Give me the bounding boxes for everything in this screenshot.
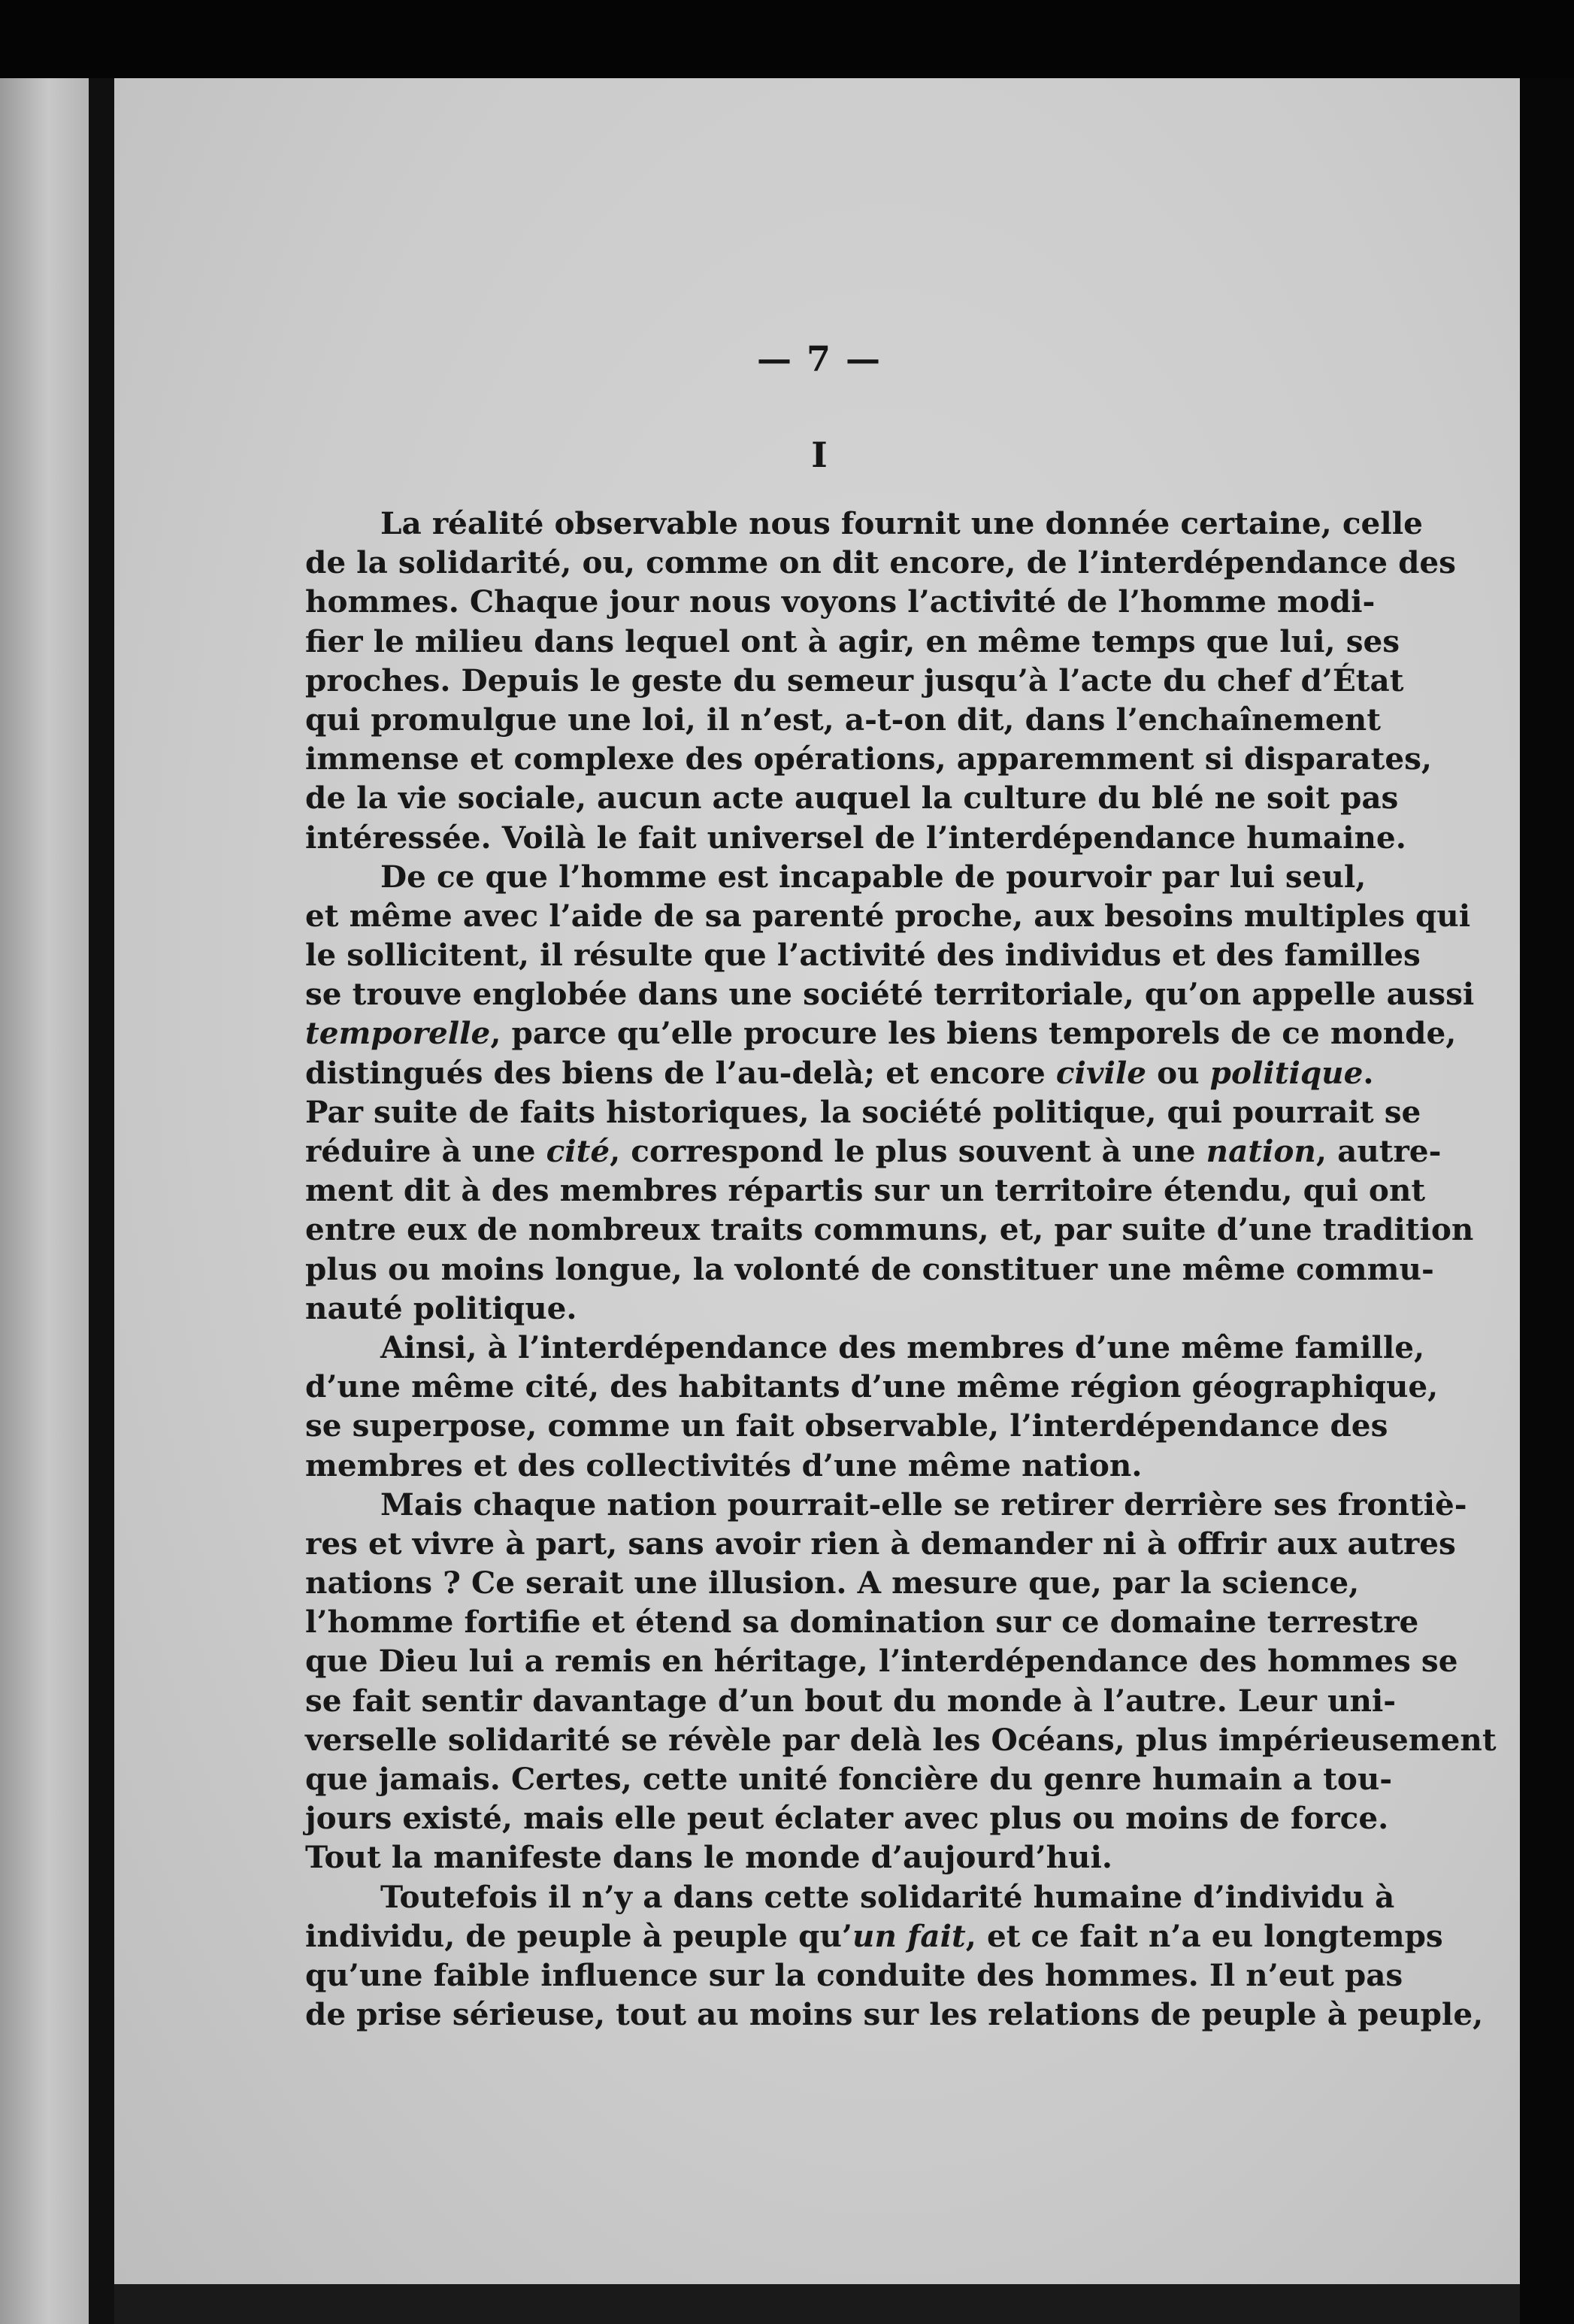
- text-line: res et vivre à part, sans avoir rien à demander ni à offrir aux autres: [305, 1525, 1456, 1562]
- text-line: verselle solidarité se révèle par delà les Océans, plus impérieusement: [305, 1721, 1497, 1758]
- page-number: — 7 —: [756, 338, 882, 379]
- scan-top-border: [0, 0, 1574, 78]
- italic-term: cité: [546, 1133, 610, 1169]
- text-line: que Dieu lui a remis en héritage, l’interdépendance des hommes se: [305, 1643, 1458, 1680]
- text-line: se fait sentir davantage d’un bout du monde à l’autre. Leur uni-: [305, 1682, 1397, 1719]
- facing-page-edge: [0, 78, 89, 2324]
- text-run: , autre-: [1315, 1133, 1442, 1169]
- text-line: Ainsi, à l’interdépendance des membres d’une même famille,: [380, 1329, 1425, 1365]
- text-line: Par suite de faits historiques, la société politique, qui pourrait se: [305, 1093, 1421, 1130]
- text-run: .: [1363, 1054, 1374, 1091]
- text-line: La réalité observable nous fournit une donnée certaine, celle: [380, 505, 1423, 541]
- text-run: ou: [1146, 1054, 1210, 1091]
- text-line: nations ? Ce serait une illusion. A mesure que, par la science,: [305, 1565, 1360, 1601]
- text-line: immense et complexe des opérations, apparemment si disparates,: [305, 741, 1433, 777]
- text-run: , et ce fait n’a eu longtemps: [965, 1917, 1443, 1954]
- text-line: hommes. Chaque jour nous voyons l’activité de l’homme modi-: [305, 583, 1376, 620]
- text-line: Mais chaque nation pourrait-elle se retirer derrière ses frontiè-: [380, 1486, 1467, 1523]
- text-line: qu’une faible influence sur la conduite des hommes. Il n’eut pas: [305, 1956, 1403, 1993]
- text-line: intéressée. Voilà le fait universel de l’interdépendance humaine.: [305, 819, 1406, 856]
- text-line: De ce que l’homme est incapable de pourvoir par lui seul,: [380, 858, 1367, 895]
- text-line: proches. Depuis le geste du semeur jusqu’à l’acte du chef d’État: [305, 662, 1404, 698]
- text-line: ment dit à des membres répartis sur un territoire étendu, qui ont: [305, 1172, 1426, 1209]
- scan-bottom-border: [114, 2284, 1520, 2324]
- text-run: , correspond le plus souvent à une: [610, 1133, 1206, 1169]
- text-line: Tout la manifeste dans le monde d’aujourd’hui.: [305, 1839, 1112, 1876]
- italic-term: nation: [1206, 1133, 1316, 1169]
- text-line: se superpose, comme un fait observable, l’interdépendance des: [305, 1407, 1388, 1444]
- text-line: [305, 1014, 1457, 1053]
- text-line: qui promulgue une loi, il n’est, a-t-on dit, dans l’enchaînement: [305, 701, 1381, 738]
- text-run: réduire à une: [305, 1133, 546, 1169]
- scan-right-border: [1520, 78, 1574, 2324]
- text-run: , parce qu’elle procure les biens temporels de ce monde,: [490, 1015, 1457, 1052]
- italic-term: politique: [1209, 1054, 1364, 1091]
- text-line: nauté politique.: [305, 1289, 577, 1326]
- italic-term: un fait: [852, 1917, 966, 1954]
- text-line: de prise sérieuse, tout au moins sur les relations de peuple à peuple,: [305, 1996, 1484, 2033]
- text-line: et même avec l’aide de sa parenté proche, aux besoins multiples qui: [305, 897, 1471, 934]
- italic-term: temporelle: [305, 1015, 491, 1052]
- text-line: se trouve englobée dans une société territoriale, qu’on appelle aussi: [305, 976, 1475, 1013]
- text-line: [305, 1132, 1442, 1171]
- text-line: jours existé, mais elle peut éclater avec plus ou moins de force.: [305, 1800, 1389, 1837]
- text-line: Toutefois il n’y a dans cette solidarité humaine d’individu à: [380, 1878, 1395, 1915]
- body-text: [305, 504, 1497, 2034]
- text-line: [305, 1916, 1443, 1956]
- text-line: fier le milieu dans lequel ont à agir, en même temps que lui, ses: [305, 623, 1400, 659]
- italic-term: civile: [1055, 1054, 1146, 1091]
- book-spine: [89, 78, 114, 2324]
- text-line: entre eux de nombreux traits communs, et, par suite d’une tradition: [305, 1211, 1474, 1248]
- text-line: d’une même cité, des habitants d’une même région géographique,: [305, 1368, 1439, 1405]
- text-line: l’homme fortifie et étend sa domination sur ce domaine terrestre: [305, 1604, 1419, 1641]
- text-line: que jamais. Certes, cette unité foncière du genre humain a tou-: [305, 1761, 1393, 1797]
- text-line: le sollicitent, il résulte que l’activité des individus et des familles: [305, 937, 1421, 974]
- text-run: distingués des biens de l’au-delà; et encore: [305, 1054, 1056, 1091]
- text-line: membres et des collectivités d’une même nation.: [305, 1447, 1143, 1483]
- text-line: de la solidarité, ou, comme on dit encore, de l’interdépendance des: [305, 544, 1456, 581]
- text-line: plus ou moins longue, la volonté de constituer une même commu-: [305, 1250, 1434, 1287]
- text-run: individu, de peuple à peuple qu’: [305, 1917, 853, 1954]
- text-line: de la vie sociale, aucun acte auquel la culture du blé ne soit pas: [305, 780, 1399, 817]
- section-numeral: I: [811, 435, 828, 475]
- text-line: [305, 1053, 1374, 1092]
